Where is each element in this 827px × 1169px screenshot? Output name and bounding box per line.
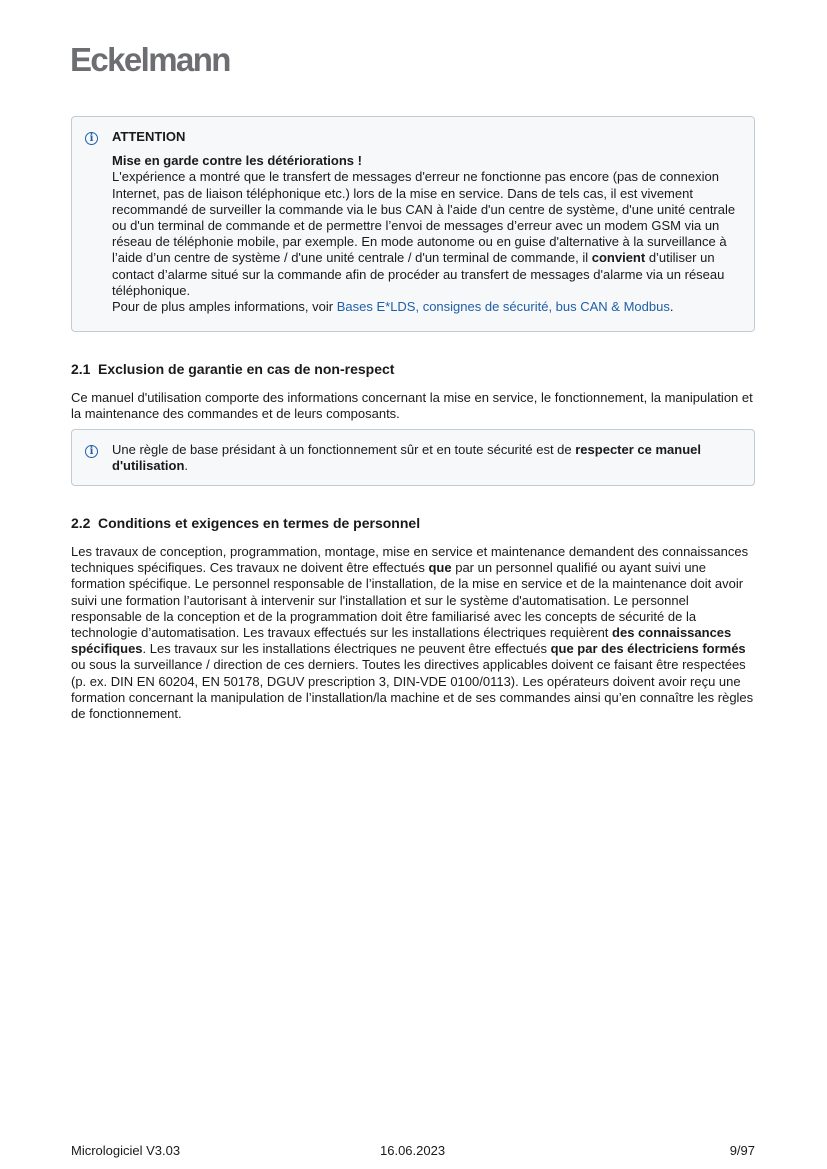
note-text-bold: respecter ce manuel d'utilisation	[112, 442, 701, 474]
section-2-1-paragraph: Ce manuel d'utilisation comporte des informations concernant la mise en service, le fonctionnement, la manipulation et la maintenance des commandes et de leurs composants.	[71, 390, 753, 422]
info-icon: i	[85, 132, 98, 145]
para-bold: des connaissances spécifiques	[71, 625, 732, 657]
attention-text-part: L'expérience a montré que le transfert de messages d'erreur ne fonctionne pas encore (pas de connexion Internet, pas de liaison téléphonique etc.) lors de la mise en service. Dans de tels cas, il est vivement recommandé de surveiller la commande via le bus CAN à l'aide d'un centre de système, d'une unité centrale ou d'un terminal de commande et de permettre l’envoi de messages d’erreur avec un modem GSM via un réseau de téléphonie mobile, par exemple. En mode autonome ou en guise d'alternative à la surveillance à l’aide d’un centre de système / d'une unité centrale / d'un terminal de commande, il	[112, 169, 736, 266]
safety-basics-link[interactable]: Bases E*LDS, consignes de sécurité, bus CAN & Modbus	[336, 299, 670, 315]
note-content	[112, 442, 744, 474]
para-text: ou sous la surveillance / direction de ces derniers. Toutes les directives applicables doivent ce faisant être respectées (p. ex. DIN EN 60204, EN 50178, DGUV prescription 3, DIN-VDE 0100/0113). Les opérateurs doivent avoir reçu une formation concernant la manipulation de l’installation/la machine et de ses commandes ainsi qu’en connaître les règles de fonctionnement.	[71, 657, 754, 722]
section-number: 2.2	[71, 515, 91, 531]
footer-date: 16.06.2023	[380, 1143, 446, 1158]
para-bold: que par des électriciens formés	[550, 641, 746, 657]
note-text-part: Une règle de base présidant à un fonctionnement sûr et en toute sécurité est de	[112, 442, 576, 457]
attention-text-bold: convient	[591, 250, 646, 266]
more-info-prefix: Pour de plus amples informations, voir	[112, 299, 337, 315]
para-text: . Les travaux sur les installations électriques ne peuvent être effectués	[142, 641, 551, 657]
note-text	[112, 442, 744, 474]
section-heading-2-2	[71, 515, 420, 531]
para-text: Les travaux de conception, programmation, montage, mise en service et maintenance demandent des connaissances techniques spécifiques. Ces travaux ne doivent être effectués	[71, 544, 749, 576]
section-heading-2-1	[71, 361, 394, 377]
attention-box	[71, 116, 755, 332]
para-bold: que	[428, 560, 452, 576]
section-2-2-paragraph	[71, 544, 761, 722]
attention-subtitle: Mise en garde contre les détériorations !	[112, 153, 362, 169]
para-text: par un personnel qualifié ou ayant suivi une formation spécifique. Le personnel responsable de l’installation, de la mise en service et de la maintenance doit avoir suivi une formation l’autorisant à intervenir sur l'installation et sur le système d'automatisation. Le personnel responsable de la conception et de la programmation doit être familiarisé avec les concepts de sécurité de la technologie d’automatisation. Les travaux effectués sur les installations électriques requièrent	[71, 560, 744, 641]
section-number: 2.1	[71, 361, 91, 377]
attention-text	[112, 169, 744, 299]
more-info-suffix: .	[669, 299, 674, 315]
company-logo: Eckelmann	[70, 41, 230, 78]
footer-product: Micrologiciel V3.03	[71, 1143, 181, 1158]
footer-page-number: 9/97	[729, 1143, 755, 1158]
section-title: Exclusion de garantie en cas de non-respect	[98, 361, 395, 377]
info-icon: i	[85, 445, 98, 458]
attention-more-info	[112, 299, 744, 315]
note-box	[71, 429, 755, 486]
section-title: Conditions et exigences en termes de personnel	[98, 515, 421, 531]
attention-text-part: d’utiliser un contact d’alarme situé sur la commande afin de procéder au transfert de messages d'alarme via un réseau téléphonique.	[112, 250, 725, 298]
attention-content	[112, 129, 744, 315]
note-text-part: .	[184, 458, 189, 474]
attention-title: ATTENTION	[112, 129, 186, 144]
